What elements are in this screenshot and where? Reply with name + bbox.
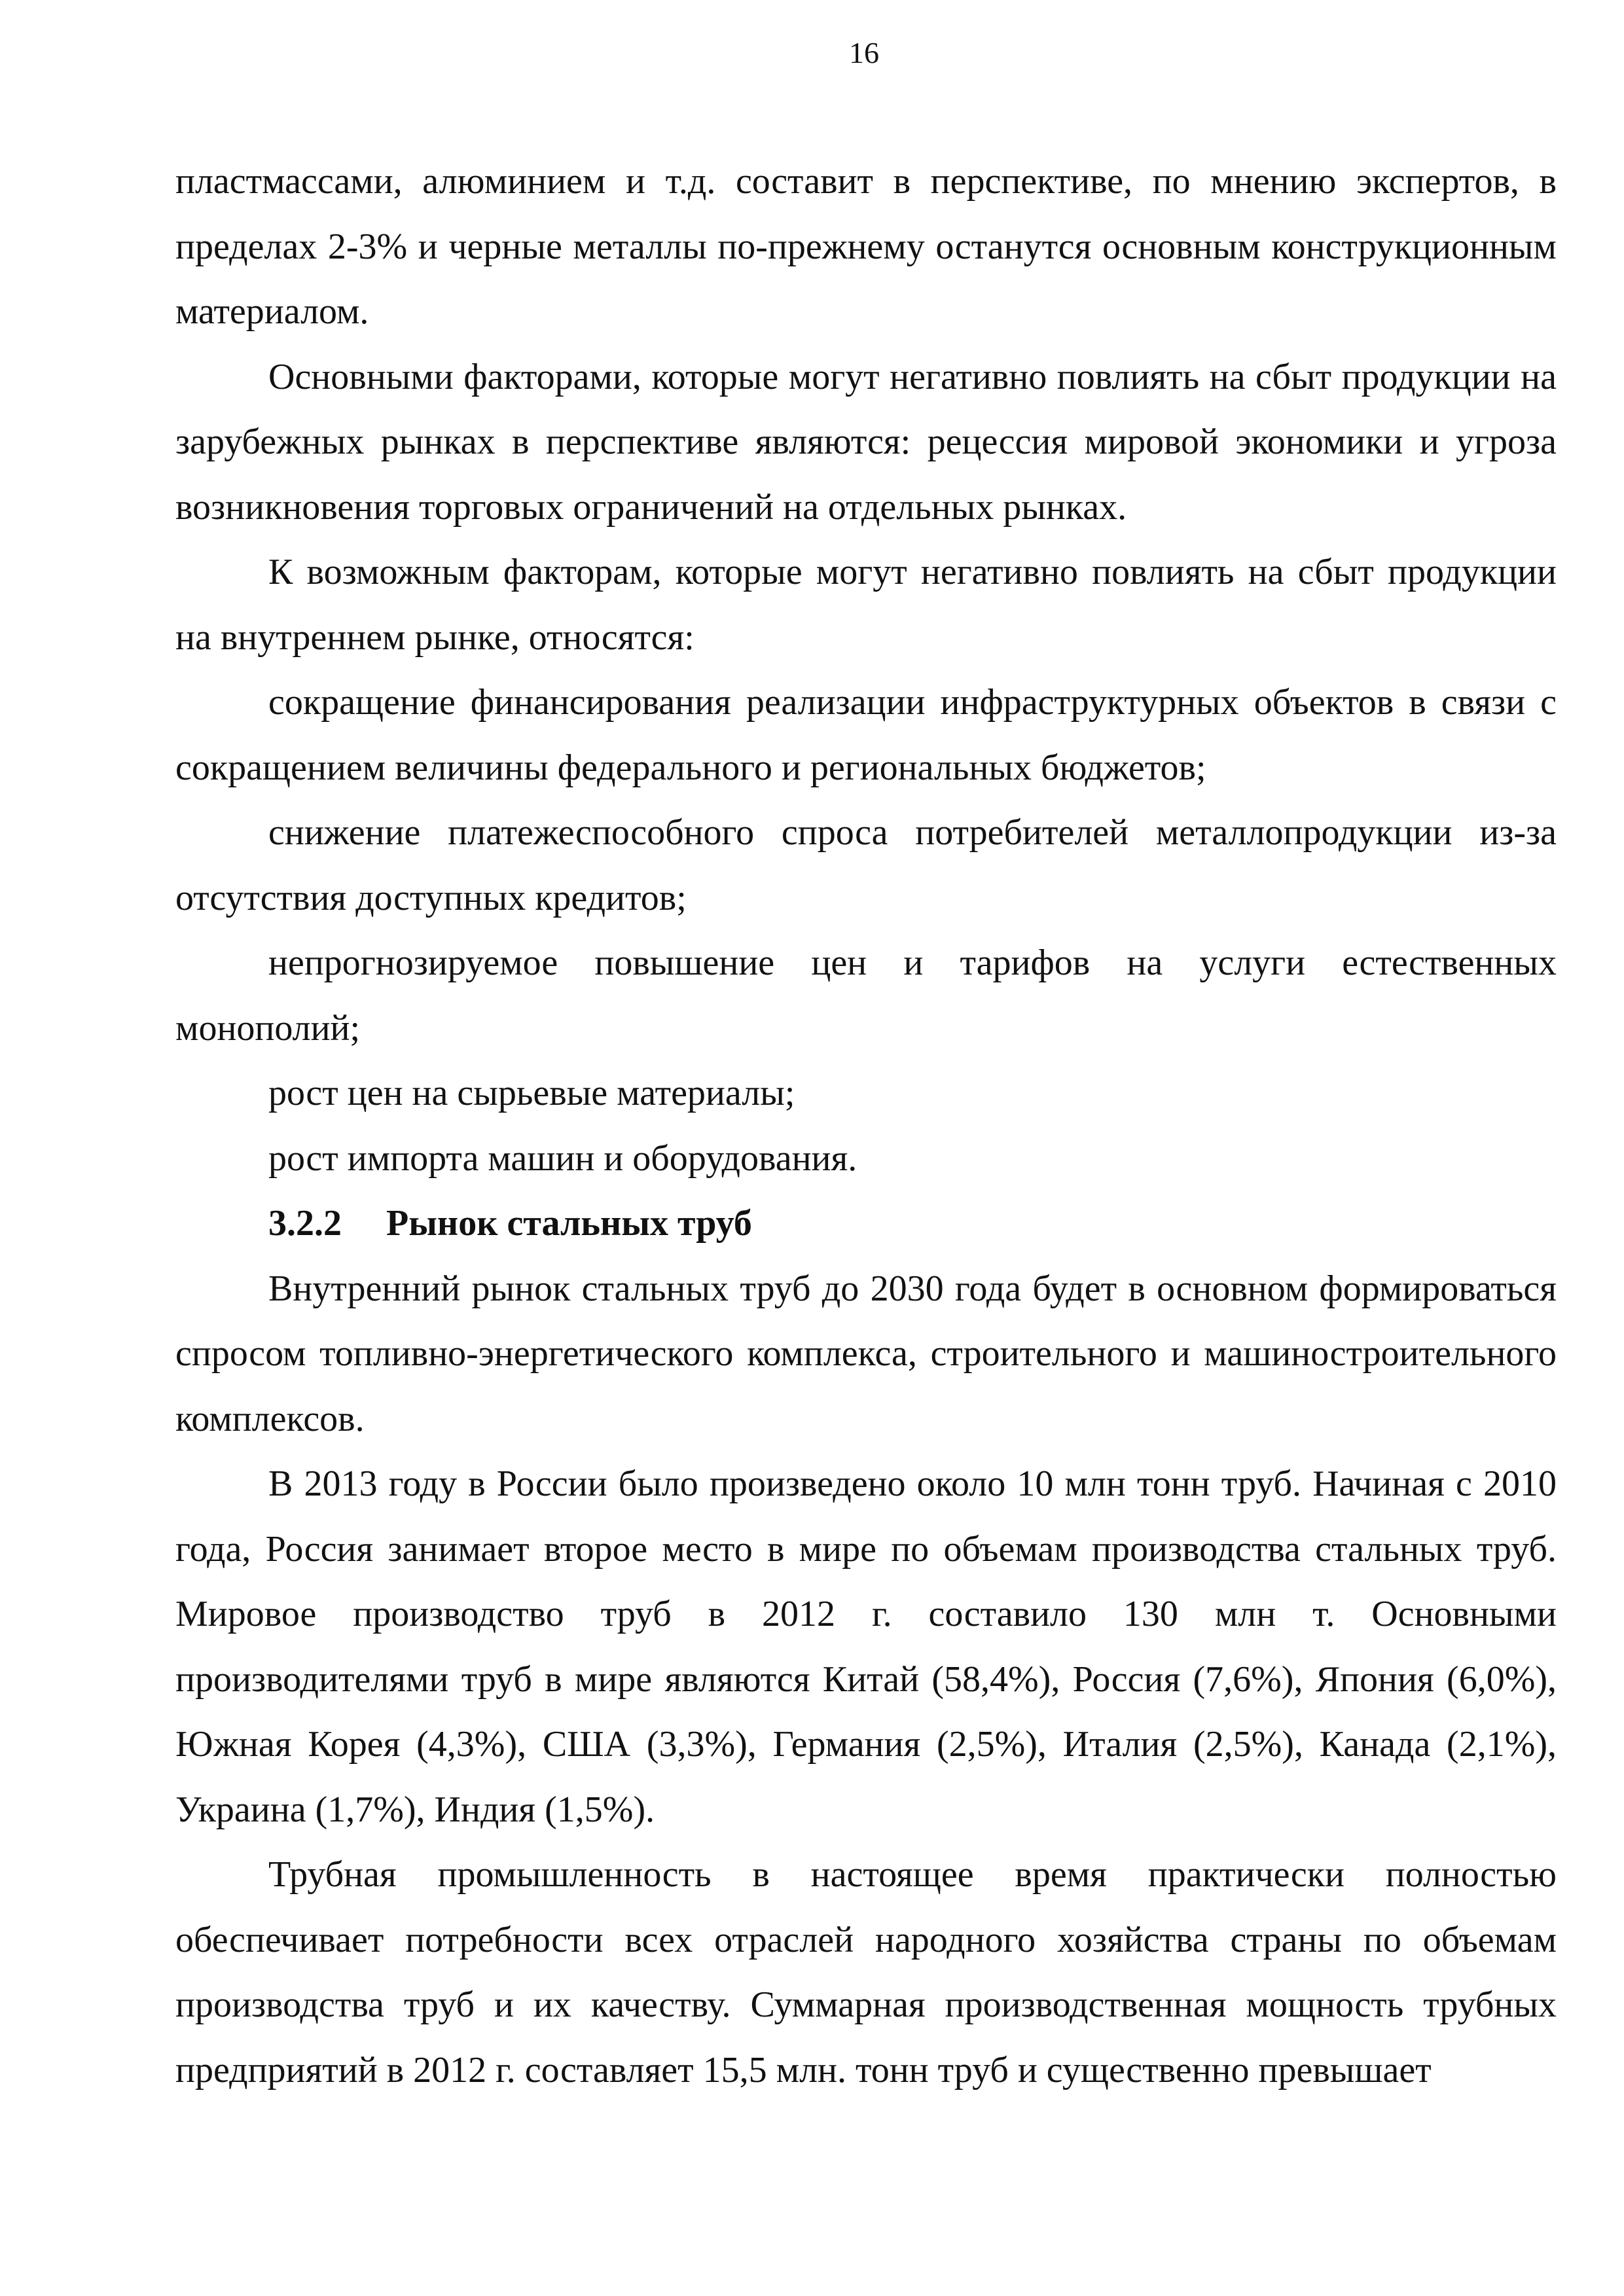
paragraph-continuation: пластмассами, алюминием и т.д. составит в перспективе, по мнению экспертов, в пределах 2-3% и черные металлы по-прежнему останутся основным конструкционным материалом. — [175, 161, 1557, 332]
list-item: рост импорта машин и оборудования. — [268, 1138, 857, 1179]
list-item: рост цен на сырьевые материалы; — [268, 1073, 795, 1113]
section-heading — [175, 1191, 1557, 1257]
section-title: Рынок стальных труб — [386, 1203, 752, 1244]
paragraph-pipe-industry: Трубная промышленность в настоящее время практически полностью обеспечивает потребности всех отраслей народного хозяйства страны по объемам производства труб и их качеству. Суммарная производственная мощность трубных предприятий в 2012 г. составляет 15,5 млн. тонн труб и существенно превышает — [175, 1854, 1557, 2090]
page-body — [175, 149, 1557, 2103]
paragraph-foreign-market-factors: Основными факторами, которые могут негативно повлиять на сбыт продукции на зарубежных рынках в перспективе являются: рецессия мировой экономики и угроза возникновения торговых ограничений на отдельных рынках. — [175, 356, 1557, 528]
paragraph-domestic-pipe-market: Внутренний рынок стальных труб до 2030 года будет в основном формироваться спросом топливно-энергетического комплекса, строительного и машиностроительного комплексов. — [175, 1268, 1557, 1439]
list-item: непрогнозируемое повышение цен и тарифов на услуги естественных монополий; — [175, 942, 1557, 1049]
paragraph-domestic-market-factors: К возможным факторам, которые могут негативно повлиять на сбыт продукции на внутреннем рынке, относятся: — [175, 552, 1557, 658]
list-item: снижение платежеспособного спроса потребителей металлопродукции из-за отсутствия доступных кредитов; — [175, 812, 1557, 918]
section-number: 3.2.2 — [268, 1203, 342, 1244]
paragraph-pipe-production: В 2013 году в России было произведено около 10 млн тонн труб. Начиная с 2010 года, Россия занимает второе место в мире по объемам производства стальных труб. Мировое производство труб в 2012 г. составило 130 млн т. Основными производителями труб в мире являются Китай (58,4%), Россия (7,6%), Япония (6,0%), Южная Корея (4,3%), США (3,3%), Германия (2,5%), Италия (2,5%), Канада (2,1%), Украина (1,7%), Индия (1,5%). — [175, 1463, 1557, 1830]
page-number: 16 — [849, 36, 879, 69]
list-item: сокращение финансирования реализации инфраструктурных объектов в связи с сокращением величины федерального и региональных бюджетов; — [175, 682, 1557, 788]
